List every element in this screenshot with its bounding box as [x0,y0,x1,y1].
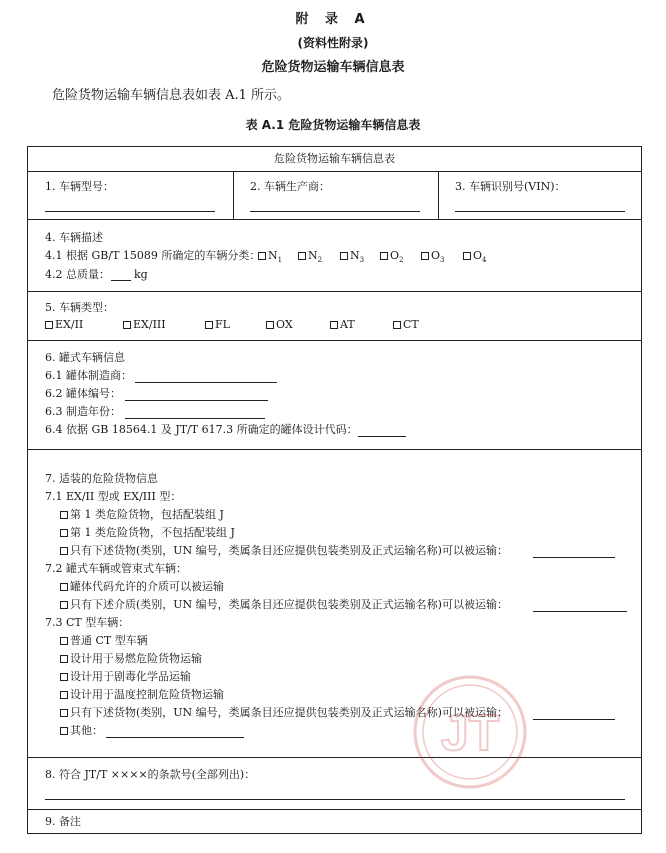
row-divider [28,219,641,220]
tank-maker-label: 6.1 罐体制造商： [45,369,132,382]
cargo-info-title: 7. 适装的危险货物信息 [45,472,158,485]
table-caption: 表 A.1 危险货物运输车辆信息表 [245,118,421,132]
intro-paragraph: 危险货物运输车辆信息表如表 A.1 所示。 [52,88,291,103]
vehicle-info-table [27,146,642,834]
vehicle-desc-title: 4. 车辆描述 [45,231,103,244]
cargo-option-class1-with-j[interactable]: 第 1 类危险货物，包括配装组 J [60,508,224,522]
tank-info-title: 6. 罐式车辆信息 [45,351,125,364]
total-mass-label: 4.2 总质量： [45,268,110,281]
appendix-note: (资料性附录) [297,36,369,50]
checkbox-icon [393,321,401,329]
listed-media-field[interactable] [533,611,627,612]
col-divider [438,171,439,219]
row-divider [28,449,641,450]
jt-seal-watermark-icon [410,672,530,792]
vehicle-model-field[interactable] [45,211,215,212]
other-field[interactable] [106,737,244,738]
checkbox-icon [60,673,68,681]
compliance-clause-field[interactable] [45,799,625,800]
type-option-ex2[interactable]: EX/II [45,318,83,332]
checkbox-icon [123,321,131,329]
row-divider [28,171,641,172]
tank-number-field[interactable] [125,400,268,401]
type-option-fl[interactable]: FL [205,318,230,332]
class-option-n2[interactable]: $N_2$ [298,249,322,267]
row-divider [28,291,641,292]
checkbox-icon [463,252,471,260]
type-option-ex3[interactable]: EX/III [123,318,166,332]
class-option-o3[interactable]: $O_3$ [421,249,445,267]
cargo-option-listed-goods[interactable]: 只有下述货物(类别，UN 编号，类属条目还应提供包装类别及正式运输名称)可以被运输： [60,544,508,558]
checkbox-icon [60,547,68,555]
listed-goods-field[interactable] [533,557,615,558]
vehicle-maker-label: 2. 车辆生产商： [250,180,330,193]
appendix-title: 危险货物运输车辆信息表 [261,60,405,75]
cargo-option-class1-without-j[interactable]: 第 1 类危险货物，不包括配装组 J [60,526,235,540]
cargo-sub3-title: 7.3 CT 型车辆： [45,616,130,629]
cargo-option-ct-listed-goods[interactable]: 只有下述货物(类别，UN 编号，类属条目还应提供包装类别及正式运输名称)可以被运输： [60,706,508,720]
vehicle-maker-field[interactable] [250,211,420,212]
checkbox-icon [60,655,68,663]
checkbox-icon [60,583,68,591]
row-divider [28,809,641,810]
class-option-n1[interactable]: $N_1$ [258,249,282,267]
ct-listed-goods-field[interactable] [533,719,615,720]
row-divider [28,340,641,341]
checkbox-icon [205,321,213,329]
type-option-at[interactable]: AT [330,318,355,332]
type-option-ct[interactable]: CT [393,318,419,332]
checkbox-icon [258,252,266,260]
class-option-o2[interactable]: $O_2$ [380,249,404,267]
vin-label: 3. 车辆识别号(VIN)： [455,180,566,193]
class-option-n3[interactable]: $N_3$ [340,249,364,267]
checkbox-icon [60,511,68,519]
total-mass-unit: kg [134,268,148,281]
watermark-text: JT [440,705,500,761]
cargo-option-flammable[interactable]: 设计用于易燃危险货物运输 [60,652,202,666]
cargo-sub2-title: 7.2 罐式车辆或管束式车辆： [45,562,187,575]
remarks-label: 9. 备注 [45,815,81,828]
tank-code-label: 6.4 依据 GB 18564.1 及 JT/T 617.3 所确定的罐体设计代码： [45,423,358,436]
tank-number-label: 6.2 罐体编号： [45,387,121,400]
checkbox-icon [330,321,338,329]
col-divider [233,171,234,219]
vin-field[interactable] [455,211,625,212]
class-option-o4[interactable]: $O_4$ [463,249,487,267]
checkbox-icon [45,321,53,329]
checkbox-icon [60,709,68,717]
cargo-option-temperature[interactable]: 设计用于温度控制危险货物运输 [60,688,224,702]
manufacture-year-label: 6.3 制造年份： [45,405,121,418]
compliance-clause-label: 8. 符合 JT/T ××××的条款号(全部列出)： [45,768,256,781]
cargo-option-tank-code-media[interactable]: 罐体代码允许的介质可以被运输 [60,580,224,594]
row-divider [28,757,641,758]
type-option-ox[interactable]: OX [266,318,293,332]
checkbox-icon [60,691,68,699]
vehicle-type-title: 5. 车辆类型： [45,301,114,314]
checkbox-icon [60,637,68,645]
cargo-option-ordinary-ct[interactable]: 普通 CT 型车辆 [60,634,148,648]
checkbox-icon [60,727,68,735]
checkbox-icon [60,601,68,609]
cargo-sub1-title: 7.1 EX/II 型或 EX/III 型： [45,490,182,503]
cargo-option-listed-media[interactable]: 只有下述介质(类别，UN 编号，类属条目还应提供包装类别及正式运输名称)可以被运输： [60,598,508,612]
table-head: 危险货物运输车辆信息表 [274,152,395,165]
tank-maker-field[interactable] [135,382,277,383]
checkbox-icon [60,529,68,537]
cargo-option-other[interactable]: 其他： [60,724,103,738]
tank-code-field[interactable] [358,436,406,437]
vehicle-model-label: 1. 车辆型号： [45,180,114,193]
checkbox-icon [298,252,306,260]
manufacture-year-field[interactable] [125,418,265,419]
checkbox-icon [380,252,388,260]
checkbox-icon [340,252,348,260]
checkbox-icon [266,321,274,329]
checkbox-icon [421,252,429,260]
vehicle-classify-label: 4.1 根据 GB/T 15089 所确定的车辆分类： [45,249,261,262]
appendix-heading: 附 录 A [295,12,371,27]
cargo-option-toxic[interactable]: 设计用于剧毒化学品运输 [60,670,191,684]
total-mass-field[interactable] [111,280,131,281]
